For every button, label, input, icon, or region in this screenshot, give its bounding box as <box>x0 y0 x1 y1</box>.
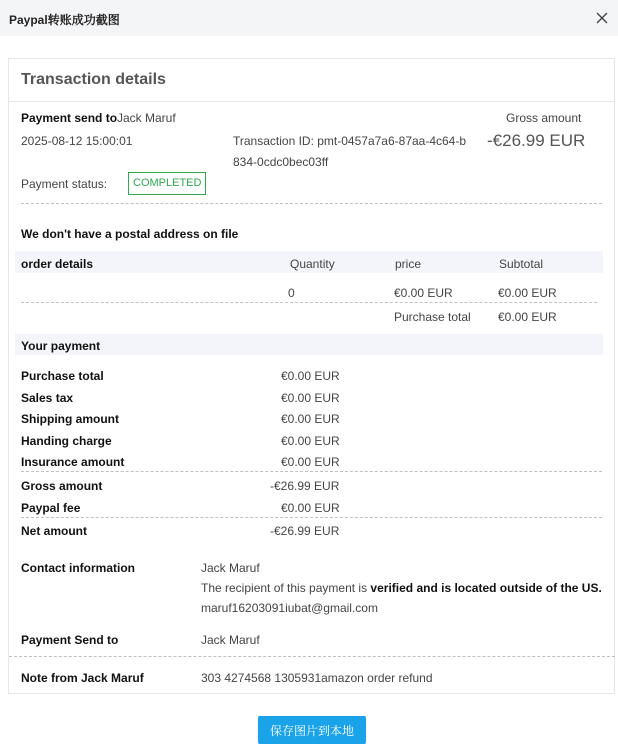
order-row-quantity: 0 <box>288 286 295 300</box>
payment-row-label: Shipping amount <box>21 412 119 426</box>
recipient-status <box>201 581 602 595</box>
quantity-header: Quantity <box>290 257 335 271</box>
divider <box>21 203 602 204</box>
payment-status-label: Payment status: <box>21 177 108 191</box>
payment-send-to-value: Jack Maruf <box>201 633 260 647</box>
note-value: 303 4274568 1305931amazon order refund <box>201 671 433 685</box>
payment-row-value: €0.00 EUR <box>281 501 340 515</box>
contact-label: Contact information <box>21 561 135 575</box>
payment-row-value: €0.00 EUR <box>281 369 340 383</box>
card-header <box>9 59 614 102</box>
gross-amount-value: -€26.99 EUR <box>487 131 586 150</box>
order-row-subtotal: €0.00 EUR <box>498 286 557 300</box>
note-label: Note from Jack Maruf <box>21 671 144 685</box>
transaction-id-line2: 834-0cdc0bec03ff <box>233 155 329 169</box>
recipient-status-bold: verified and is located outside of the US. <box>370 581 602 595</box>
payment-row-value: €0.00 EUR <box>281 412 340 426</box>
purchase-total-label: Purchase total <box>394 310 471 324</box>
window-titlebar <box>0 0 618 36</box>
contact-name: Jack Maruf <box>201 561 260 575</box>
status-badge: COMPLETED <box>128 172 206 195</box>
divider <box>21 517 602 518</box>
purchase-total-value: €0.00 EUR <box>498 310 557 324</box>
transaction-id-line1: Transaction ID: pmt-0457a7a6-87aa-4c64-b <box>233 134 467 148</box>
window-title: Paypal转账成功截图 <box>9 13 120 27</box>
save-image-button[interactable]: 保存图片到本地 <box>258 716 366 744</box>
your-payment-band <box>15 334 603 355</box>
postal-notice: We don't have a postal address on file <box>21 227 239 241</box>
payment-row-label: Paypal fee <box>21 501 81 515</box>
payment-row-value: -€26.99 EUR <box>270 479 340 493</box>
divider <box>9 656 615 657</box>
divider <box>21 302 597 303</box>
payment-row-label: Handing charge <box>21 434 112 448</box>
payment-row-label: Gross amount <box>21 479 103 493</box>
payment-row-label: Sales tax <box>21 391 74 405</box>
close-icon[interactable] <box>592 8 612 28</box>
order-details-header: order details <box>21 257 94 271</box>
contact-email: maruf16203091iubat@gmail.com <box>201 601 378 615</box>
gross-amount-label: Gross amount <box>506 111 582 125</box>
payment-row-value: €0.00 EUR <box>281 455 340 469</box>
send-to-name: Jack Maruf <box>117 111 176 125</box>
payment-row-value: €0.00 EUR <box>281 434 340 448</box>
recipient-status-prefix: The recipient of this payment is <box>201 581 371 595</box>
send-to-label: Payment send to <box>21 111 118 125</box>
divider <box>21 471 602 472</box>
transaction-datetime: 2025-08-12 15:00:01 <box>21 134 133 148</box>
payment-row-label: Net amount <box>21 524 87 538</box>
price-header: price <box>395 257 422 271</box>
payment-send-to-label: Payment Send to <box>21 633 119 647</box>
subtotal-header: Subtotal <box>499 257 544 271</box>
payment-row-value: -€26.99 EUR <box>270 524 340 538</box>
payment-row-value: €0.00 EUR <box>281 391 340 405</box>
payment-row-label: Purchase total <box>21 369 104 383</box>
your-payment-title: Your payment <box>21 339 101 353</box>
order-row-price: €0.00 EUR <box>394 286 453 300</box>
card-title: Transaction details <box>21 71 166 88</box>
payment-row-label: Insurance amount <box>21 455 125 469</box>
